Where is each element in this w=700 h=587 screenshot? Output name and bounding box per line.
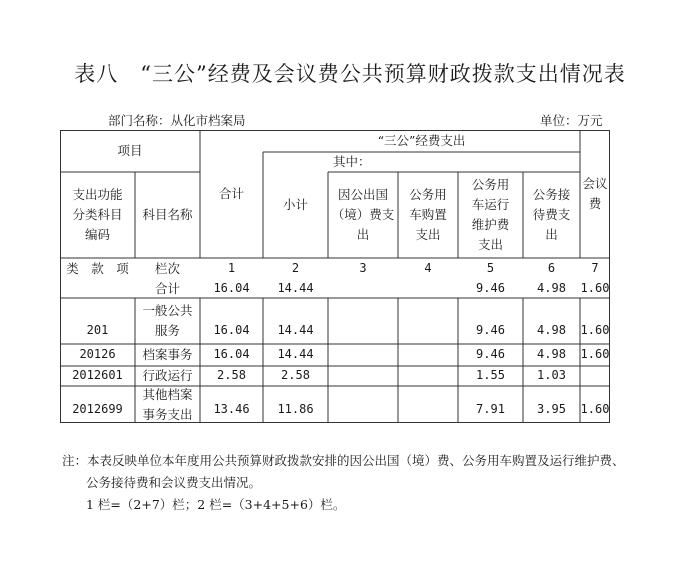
row-reception: 4.98 <box>537 281 566 296</box>
header-sangong: “三公”经费支出 <box>377 133 466 148</box>
row-reception: 4.98 <box>537 347 566 362</box>
row-name: 其他档案 事务支出 <box>142 386 193 422</box>
row-meeting: 1.60 <box>580 347 610 362</box>
row-total: 2.58 <box>217 368 246 383</box>
unit-label: 单位：万元 <box>540 113 603 128</box>
row-name: 一般公共 服务 <box>142 303 193 338</box>
colnum-1: 1 <box>227 261 236 276</box>
footnote-line-1: 注：本表反映单位本年度用公共预算财政拨款安排的因公出国（境）费、公务用车购置及运行维护费、 <box>62 453 625 468</box>
row-name: 合计 <box>154 281 180 296</box>
row-subtotal: 14.44 <box>277 322 314 337</box>
row-meeting: 1.60 <box>580 401 610 416</box>
colnum-4: 4 <box>424 261 432 276</box>
colnum-7: 7 <box>591 261 599 276</box>
row-total: 16.04 <box>213 322 250 337</box>
row-subtotal: 14.44 <box>277 347 314 362</box>
row-reception: 1.03 <box>537 368 566 383</box>
row-subtotal: 14.44 <box>277 281 314 296</box>
header-car-operation: 公务用 车运行 维护费 支出 <box>471 177 510 252</box>
page-title: 表八 “三公”经费及会议费公共预算财政拨款支出情况表 <box>74 62 626 86</box>
row-subtotal: 11.86 <box>277 401 314 416</box>
row-car-operation: 9.46 <box>476 281 505 296</box>
header-abroad: 因公出国 （境）费支 出 <box>331 187 395 242</box>
row-car-operation: 1.55 <box>476 368 505 383</box>
header-item: 项目 <box>117 143 143 158</box>
header-subject-name: 科目名称 <box>142 207 193 222</box>
header-total: 合计 <box>218 186 244 201</box>
colnum-category-label: 类 款 项 <box>66 261 129 276</box>
row-car-operation: 9.46 <box>476 322 505 337</box>
header-meeting: 会议 费 <box>582 176 608 211</box>
row-name: 行政运行 <box>142 368 193 383</box>
row-total: 16.04 <box>213 281 250 296</box>
row-code: 201 <box>86 322 109 337</box>
row-car-operation: 9.46 <box>476 347 505 362</box>
row-subtotal: 2.58 <box>281 368 310 383</box>
colnum-2: 2 <box>291 261 300 276</box>
colnum-lanci: 栏次 <box>154 261 180 276</box>
row-reception: 3.95 <box>537 401 566 416</box>
colnum-3: 3 <box>359 261 367 276</box>
row-meeting: 1.60 <box>580 322 610 337</box>
expense-table <box>60 130 610 423</box>
colnum-6: 6 <box>547 261 556 276</box>
header-subtotal: 小计 <box>282 197 308 212</box>
header-reception: 公务接 待费支 出 <box>532 187 571 242</box>
row-meeting: 1.60 <box>580 281 610 296</box>
row-code: 20126 <box>79 347 116 362</box>
header-function-code: 支出功能 分类科目 编码 <box>72 187 123 242</box>
row-total: 16.04 <box>213 347 250 362</box>
footnote-formula: 1 栏=（2+7）栏；2 栏=（3+4+5+6）栏。 <box>86 497 346 512</box>
row-name: 档案事务 <box>142 347 193 362</box>
header-among: 其中： <box>333 154 371 169</box>
row-car-operation: 7.91 <box>476 401 505 416</box>
header-car-purchase: 公务用 车购置 支出 <box>409 187 447 242</box>
row-code: 2012699 <box>72 401 123 416</box>
footnote-line-2: 公务接待费和会议费支出情况。 <box>86 475 262 490</box>
colnum-5: 5 <box>486 261 495 276</box>
row-code: 2012601 <box>72 368 123 383</box>
department-name: 部门名称：从化市档案局 <box>108 113 246 128</box>
row-total: 13.46 <box>213 401 250 416</box>
row-reception: 4.98 <box>537 322 566 337</box>
